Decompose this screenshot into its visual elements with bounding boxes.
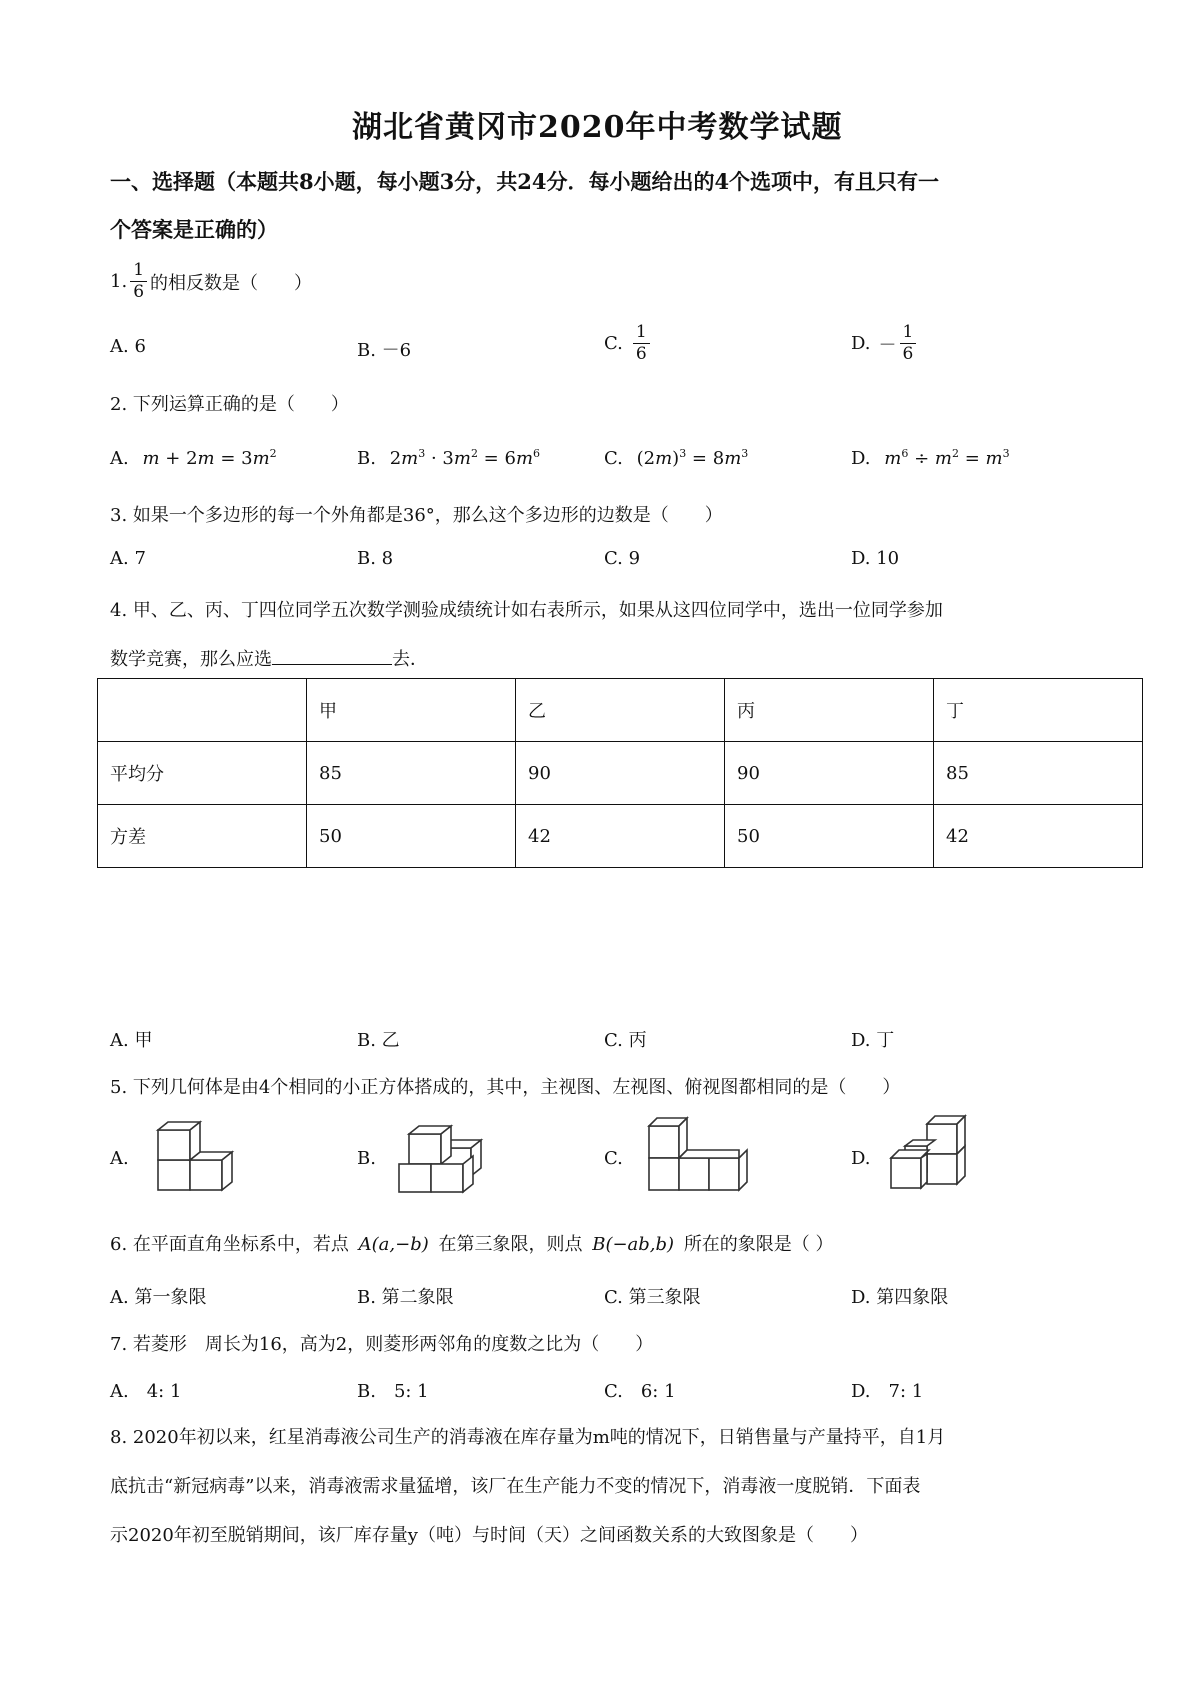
- q1-option-d-sign: －: [878, 334, 897, 356]
- question-6-text-middle: 在第三象限，则点: [438, 1234, 583, 1255]
- table-cell: 平均分: [98, 742, 307, 805]
- table-header-row: [98, 679, 1143, 742]
- q5-option-c-label: C.: [604, 1148, 623, 1169]
- question-1: [110, 260, 312, 304]
- q1-option-c-label: C.: [604, 333, 623, 355]
- option-label: B.: [357, 448, 376, 469]
- q2-option-d-formula: $m^6 \div m^2 = m^3$: [884, 447, 1010, 469]
- q7-option-c: C. 6: 1: [604, 1381, 676, 1402]
- q2-option-a-formula: $m + 2m = 3m^2$: [142, 447, 277, 469]
- q6-option-c: C. 第三象限: [604, 1287, 701, 1308]
- q3-option-b: B. 8: [357, 548, 394, 569]
- question-8-line3: 示2020年初至脱销期间，该厂库存量y（吨）与时间（天）之间函数关系的大致图象是（ ）: [110, 1525, 868, 1546]
- q2-option-a: [110, 447, 277, 469]
- table-cell: 42: [934, 805, 1143, 868]
- q1-option-d-label: D.: [851, 333, 871, 355]
- question-8-line2: 底抗击“新冠病毒”以来，消毒液需求量猛增，该厂在生产能力不变的情况下，消毒液一度脱销．下面表: [110, 1476, 921, 1497]
- question-4-line2-end: 去．: [392, 649, 428, 670]
- q7-option-a: A. 4: 1: [110, 1381, 182, 1402]
- table-cell: 42: [516, 805, 725, 868]
- q1-option-d: [851, 322, 919, 366]
- q4-option-d: D. 丁: [851, 1030, 895, 1051]
- q6-option-b: B. 第二象限: [357, 1287, 454, 1308]
- question-2: 2. 下列运算正确的是（ ）: [110, 394, 349, 415]
- option-label: D.: [851, 448, 871, 469]
- q1-option-d-fraction: [900, 322, 917, 366]
- table-cell: [98, 679, 307, 742]
- q6-option-a: A. 第一象限: [110, 1287, 207, 1308]
- fraction-numerator: 1: [130, 260, 147, 282]
- fraction-numerator: 1: [633, 322, 650, 344]
- question-4-line2: [110, 645, 428, 671]
- question-5: 5. 下列几何体是由4个相同的小正方体搭成的，其中，主视图、左视图、俯视图都相同的是（ ）: [110, 1077, 901, 1098]
- table-cell: 丙: [725, 679, 934, 742]
- table-row: [98, 742, 1143, 805]
- option-label: C.: [604, 448, 623, 469]
- fraction-denominator: 6: [635, 344, 647, 365]
- q2-option-b-formula: $2m^3 \cdot 3m^2 = 6m^6$: [389, 447, 541, 469]
- q4-option-a: A. 甲: [110, 1030, 153, 1051]
- table-cell: 50: [725, 805, 934, 868]
- table-cell: 方差: [98, 805, 307, 868]
- q5-option-c-cube-figure: [645, 1112, 755, 1198]
- q2-option-d: [851, 447, 1010, 469]
- question-4-line1: 4. 甲、乙、丙、丁四位同学五次数学测验成绩统计如右表所示，如果从这四位同学中，选出一位同学参加: [110, 600, 943, 621]
- question-7: 7. 若菱形 周长为16，高为2，则菱形两邻角的度数之比为（ ）: [110, 1334, 654, 1355]
- page-title: 湖北省黄冈市2020年中考数学试题: [352, 110, 843, 145]
- score-table: [97, 678, 1143, 868]
- table-cell: 50: [307, 805, 516, 868]
- question-1-fraction: [130, 260, 147, 304]
- q1-option-b: B. －6: [357, 340, 412, 361]
- table-cell: 丁: [934, 679, 1143, 742]
- q1-option-c-fraction: [633, 322, 650, 366]
- table-cell: 90: [725, 742, 934, 805]
- q1-option-c: [604, 322, 653, 366]
- question-1-text: 的相反数是（ ）: [150, 272, 313, 294]
- section-heading-line1: 一、选择题（本题共8小题，每小题3分，共24分．每小题给出的4个选项中，有且只有一: [110, 169, 940, 194]
- table-cell: 85: [307, 742, 516, 805]
- section-heading-line2: 个答案是正确的）: [110, 217, 278, 242]
- q5-option-a-label: A.: [110, 1148, 129, 1169]
- q7-option-d: D. 7: 1: [851, 1381, 924, 1402]
- q5-option-b-label: B.: [357, 1148, 376, 1169]
- q4-option-c: C. 丙: [604, 1030, 647, 1051]
- q3-option-c: C. 9: [604, 548, 641, 569]
- question-1-number: 1.: [110, 271, 128, 293]
- table-cell: 90: [516, 742, 725, 805]
- question-4-line2-text: 数学竞赛，那么应选: [110, 649, 272, 670]
- answer-blank: [272, 646, 392, 665]
- table-row: [98, 805, 1143, 868]
- q5-option-a-cube-figure: [150, 1118, 240, 1196]
- option-label: A.: [110, 448, 129, 469]
- table-cell: 乙: [516, 679, 725, 742]
- question-6-text-start: 6. 在平面直角坐标系中，若点: [110, 1234, 349, 1255]
- question-6-text-end: 所在的象限是（ ）: [683, 1234, 834, 1255]
- fraction-denominator: 6: [133, 282, 145, 303]
- q6-option-d: D. 第四象限: [851, 1287, 949, 1308]
- point-a-coordinates: A(a,−b): [358, 1234, 429, 1255]
- q2-option-c: [604, 447, 748, 469]
- q5-option-b-cube-figure: [395, 1118, 505, 1198]
- q5-option-d-label: D.: [851, 1148, 871, 1169]
- question-3: 3. 如果一个多边形的每一个外角都是36°，那么这个多边形的边数是（ ）: [110, 505, 723, 526]
- table-cell: 甲: [307, 679, 516, 742]
- q7-option-b: B. 5: 1: [357, 1381, 429, 1402]
- table-cell: 85: [934, 742, 1143, 805]
- q3-option-d: D. 10: [851, 548, 900, 569]
- question-8-line1: 8. 2020年初以来，红星消毒液公司生产的消毒液在库存量为m吨的情况下，日销售量与产量持平，自1月: [110, 1427, 946, 1448]
- point-b-coordinates: B(−ab,b): [592, 1234, 675, 1255]
- q1-option-a: A. 6: [110, 336, 146, 357]
- fraction-denominator: 6: [902, 344, 914, 365]
- question-6: [110, 1230, 834, 1256]
- q5-option-d-cube-figure: [885, 1110, 995, 1200]
- q3-option-a: A. 7: [110, 548, 146, 569]
- fraction-numerator: 1: [900, 322, 917, 344]
- q2-option-b: [357, 447, 540, 469]
- q4-option-b: B. 乙: [357, 1030, 400, 1051]
- q2-option-c-formula: $(2m)^3 = 8m^3$: [636, 447, 749, 469]
